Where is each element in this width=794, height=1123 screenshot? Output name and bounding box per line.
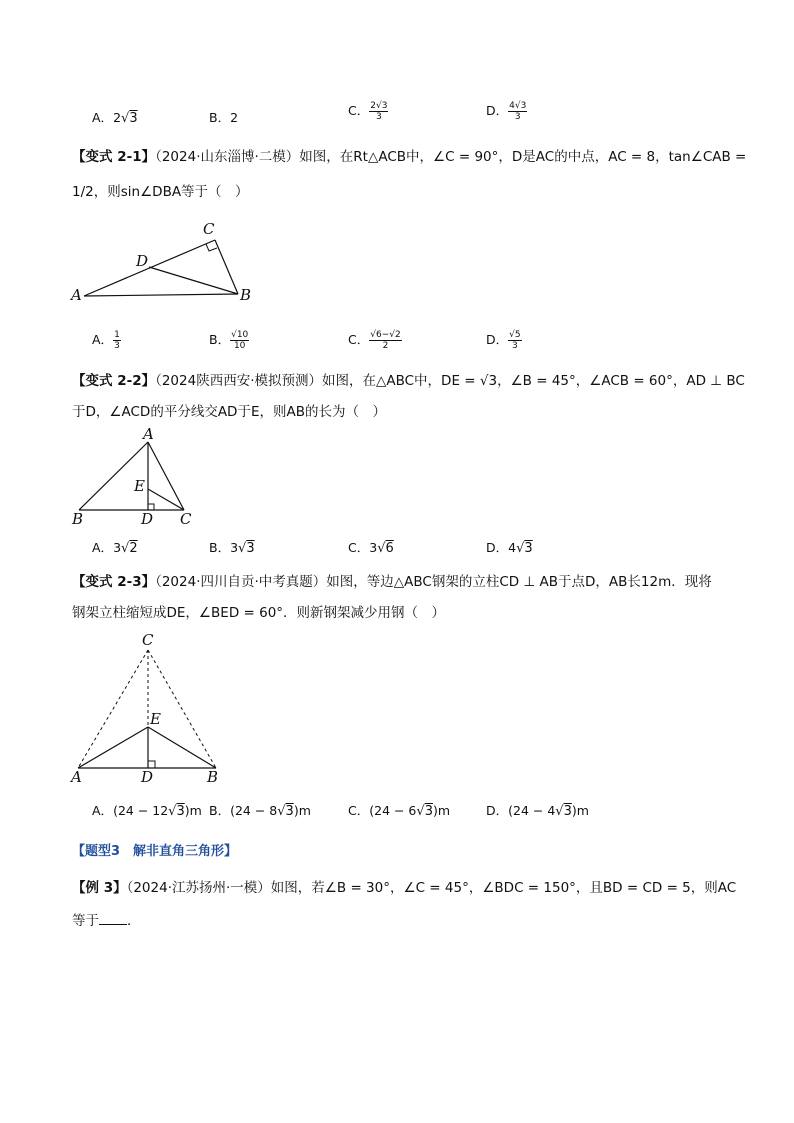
q21-option-c: C． $\frac{√6-√2}{2}$ bbox=[348, 330, 401, 351]
q23-line1: （2024·四川自贡·中考真题）如图，等边△ABC钢架的立柱CD ⊥ AB于点D，AB长12m．现将 bbox=[155, 574, 712, 590]
q23-stem-line1 bbox=[72, 570, 712, 590]
q23-side-eb bbox=[148, 727, 216, 768]
q22-stem-line1 bbox=[72, 369, 745, 389]
q21-stem-line1 bbox=[72, 145, 746, 165]
q21-option-a: A． $\frac{1}{3}$ bbox=[92, 330, 120, 351]
q23-side-cb-dashed bbox=[148, 650, 216, 768]
q23-side-ca-dashed bbox=[78, 650, 148, 768]
q22-line1: （2024陕西西安·模拟预测）如图，在△ABC中，DE = √3，∠B = 45°，∠ACB = 60°，AD ⊥ BC bbox=[155, 373, 745, 389]
q21-figure bbox=[66, 218, 266, 306]
q21-label-a: A bbox=[71, 286, 82, 304]
q0-option-a: A．2√3 bbox=[92, 110, 138, 126]
q22-label-b: B bbox=[72, 510, 84, 527]
section3-title: 【题型3 解非直角三角形】 bbox=[72, 844, 238, 859]
ex3-stem-line1 bbox=[72, 876, 736, 896]
q21-line1: （2024·山东淄博·二模）如图，在Rt△ACB中，∠C = 90°，D是AC的中点，AC = 8，tan∠CAB = bbox=[155, 149, 747, 165]
q22-line2: 于D，∠ACD的平分线交AD于E，则AB的长为（ ） bbox=[72, 404, 386, 420]
q21-right-angle-mark bbox=[206, 244, 217, 251]
q0-option-c: C． $\frac{2√3}{3}$ bbox=[348, 101, 388, 122]
q23-line2: 钢架立柱缩短成DE，∠BED = 60°．则新钢架减少用钢（ ） bbox=[72, 605, 446, 621]
q23-option-a: A．(24 − 12√3)m bbox=[92, 803, 202, 819]
q21-label-d: D bbox=[136, 252, 149, 270]
q23-tag: 【变式 2-3】 bbox=[72, 574, 156, 590]
q23-label-e: E bbox=[150, 710, 161, 728]
q21-option-d: D． $\frac{√5}{3}$ bbox=[486, 330, 521, 351]
q23-option-d: D．(24 − 4√3)m bbox=[486, 803, 589, 819]
q22-figure bbox=[66, 425, 206, 527]
q23-option-b: B．(24 − 8√3)m bbox=[209, 803, 311, 819]
q22-label-e: E bbox=[134, 477, 145, 495]
q21-label-c: C bbox=[203, 220, 215, 238]
q22-side-ab bbox=[79, 442, 148, 510]
q23-label-d: D bbox=[141, 768, 154, 786]
q21-option-b: B． $\frac{√10}{10}$ bbox=[209, 330, 249, 351]
q23-figure bbox=[66, 628, 236, 788]
q22-tag: 【变式 2-2】 bbox=[72, 373, 156, 389]
q21-side-cb bbox=[215, 240, 238, 294]
q21-label-b: B bbox=[240, 286, 252, 304]
ex3-answer-blank bbox=[99, 912, 127, 925]
q22-label-c: C bbox=[180, 510, 192, 527]
q23-label-c: C bbox=[142, 631, 154, 649]
q22-option-d: D．4√3 bbox=[486, 540, 533, 556]
q22-option-b: B．3√3 bbox=[209, 540, 255, 556]
ex3-stem-line2: 等于 ． bbox=[72, 913, 141, 929]
q0-option-b: B．2 bbox=[209, 110, 239, 125]
q22-label-d: D bbox=[141, 510, 154, 527]
q23-label-a: A bbox=[71, 768, 82, 786]
q23-right-angle-mark bbox=[148, 761, 155, 768]
ex3-line1: （2024·江苏扬州·一模）如图，若∠B = 30°，∠C = 45°，∠BDC = 150°，且BD = CD = 5，则AC bbox=[126, 880, 737, 896]
q22-option-c: C．3√6 bbox=[348, 540, 394, 556]
q23-stem-line2 bbox=[72, 601, 445, 621]
q22-option-a: A．3√2 bbox=[92, 540, 138, 556]
q21-side-ab bbox=[84, 294, 238, 296]
ex3-tag: 【例 3】 bbox=[72, 880, 127, 896]
q21-side-ac bbox=[84, 240, 215, 296]
q23-option-c: C．(24 − 6√3)m bbox=[348, 803, 451, 819]
q21-tag: 【变式 2-1】 bbox=[72, 149, 156, 165]
q21-segment-db bbox=[149, 267, 238, 294]
q21-stem-line2 bbox=[72, 180, 249, 200]
q22-stem-line2 bbox=[72, 400, 386, 420]
q22-label-a: A bbox=[143, 425, 154, 443]
q23-side-ea bbox=[78, 727, 148, 768]
q0-option-d: D． $\frac{4√3}{3}$ bbox=[486, 101, 527, 122]
q23-label-b: B bbox=[207, 768, 219, 786]
q21-line2: 1/2，则sin∠DBA等于（ ） bbox=[72, 184, 249, 200]
